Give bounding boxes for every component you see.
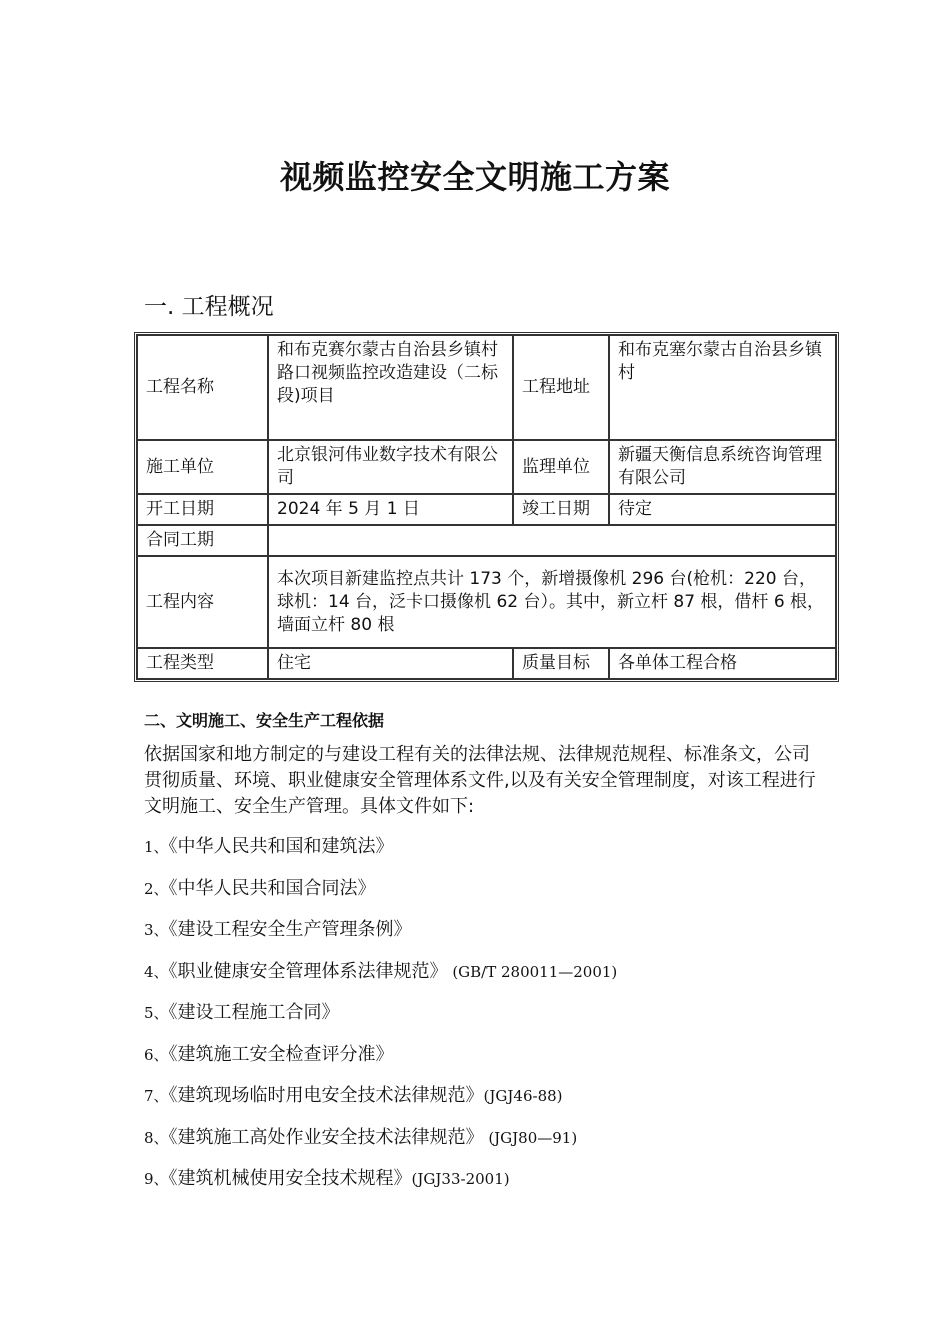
- value-start-date: 2024 年 5 月 1 日: [268, 494, 513, 525]
- table-row: [137, 335, 836, 440]
- list-item-standard-code: (JGJ46-88): [483, 1087, 563, 1105]
- value-project-content: 本次项目新建监控点共计 173 个，新增摄像机 296 台(枪机：220 台，球机：14 台，泛卡口摄像机 62 台）。其中，新立杆 87 根，借杆 6 根，墙面立杆 80 根: [268, 556, 836, 648]
- label-supervision-unit: 监理单位: [513, 440, 609, 494]
- list-item-number: 5、: [144, 1004, 169, 1022]
- table-row: [137, 494, 836, 525]
- basis-paragraph: 依据国家和地方制定的与建设工程有关的法律法规、法律规范规程、标准条文，公司贯彻质量、环境、职业健康安全管理体系文件,以及有关安全管理制度，对该工程进行文明施工、安全生产管理。具体文件如下:: [144, 744, 816, 817]
- list-item-standard-code: (GB/T 280011—2001): [447, 962, 618, 981]
- label-project-name: 工程名称: [137, 335, 268, 440]
- section-heading-basis: 二、文明施工、安全生产工程依据: [144, 711, 385, 730]
- list-item-title: 《建设工程安全生产管理条例》: [168, 919, 412, 940]
- list-item: [144, 1125, 617, 1167]
- label-project-address: 工程地址: [513, 335, 609, 440]
- value-completion-date: 待定: [609, 494, 836, 525]
- list-item: [144, 1083, 617, 1125]
- list-item-title: 《建设工程施工合同》: [168, 1002, 340, 1023]
- label-start-date: 开工日期: [137, 494, 268, 525]
- list-item-title: 《职业健康安全管理体系法律规范》: [168, 960, 448, 982]
- list-item-number: 7、: [144, 1087, 169, 1105]
- label-quality-target: 质量目标: [513, 648, 609, 679]
- label-completion-date: 竣工日期: [513, 494, 609, 525]
- list-item: [144, 917, 617, 959]
- list-item: [144, 1000, 617, 1042]
- label-project-type: 工程类型: [137, 648, 268, 679]
- value-construction-unit: 北京银河伟业数字技术有限公司: [268, 440, 513, 494]
- document-title: 视频监控安全文明施工方案: [279, 158, 670, 196]
- section-heading-overview: 一. 工程概况: [144, 294, 274, 320]
- list-item-standard-code: (JGJ80—91): [483, 1128, 578, 1147]
- label-project-content: 工程内容: [137, 556, 268, 648]
- label-contract-period: 合同工期: [137, 525, 268, 556]
- list-item: [144, 876, 617, 918]
- value-project-address: 和布克塞尔蒙古自治县乡镇村: [609, 335, 836, 440]
- list-item-number: 3、: [144, 921, 169, 939]
- list-item-title: 《建筑机械使用安全技术规程》: [168, 1168, 412, 1189]
- value-project-type: 住宅: [268, 648, 513, 679]
- list-item-number: 9、: [144, 1170, 169, 1188]
- table-row: [137, 556, 836, 648]
- value-quality-target: 各单体工程合格: [609, 648, 836, 679]
- list-item-number: 8、: [144, 1128, 169, 1147]
- regulation-list: [144, 834, 617, 1208]
- list-item-title: 《建筑现场临时用电安全技术法律规范》: [168, 1085, 484, 1106]
- value-supervision-unit: 新疆天衡信息系统咨询管理有限公司: [609, 440, 836, 494]
- list-item: [144, 959, 617, 1001]
- list-item: [144, 1166, 617, 1208]
- list-item-title: 《建筑施工安全检查评分准》: [168, 1043, 394, 1065]
- list-item-number: 4、: [144, 962, 169, 981]
- table-row: [137, 525, 836, 556]
- list-item-title: 《建筑施工高处作业安全技术法律规范》: [168, 1126, 484, 1148]
- list-item-title: 《中华人民共和国合同法》: [168, 877, 376, 899]
- value-contract-period: [268, 525, 836, 556]
- list-item: [144, 834, 617, 876]
- table-row: [137, 648, 836, 679]
- project-info-table: [134, 332, 839, 682]
- label-construction-unit: 施工单位: [137, 440, 268, 494]
- value-project-name: 和布克赛尔蒙古自治县乡镇村路口视频监控改造建设（二标段)项目: [268, 335, 513, 440]
- list-item-number: 6、: [144, 1045, 169, 1064]
- list-item: [144, 1042, 617, 1084]
- table-row: [137, 440, 836, 494]
- list-item-number: 2、: [144, 879, 169, 898]
- list-item-title: 《中华人民共和国和建筑法》: [168, 836, 394, 857]
- list-item-number: 1、: [144, 838, 169, 856]
- list-item-standard-code: (JGJ33-2001): [411, 1170, 510, 1188]
